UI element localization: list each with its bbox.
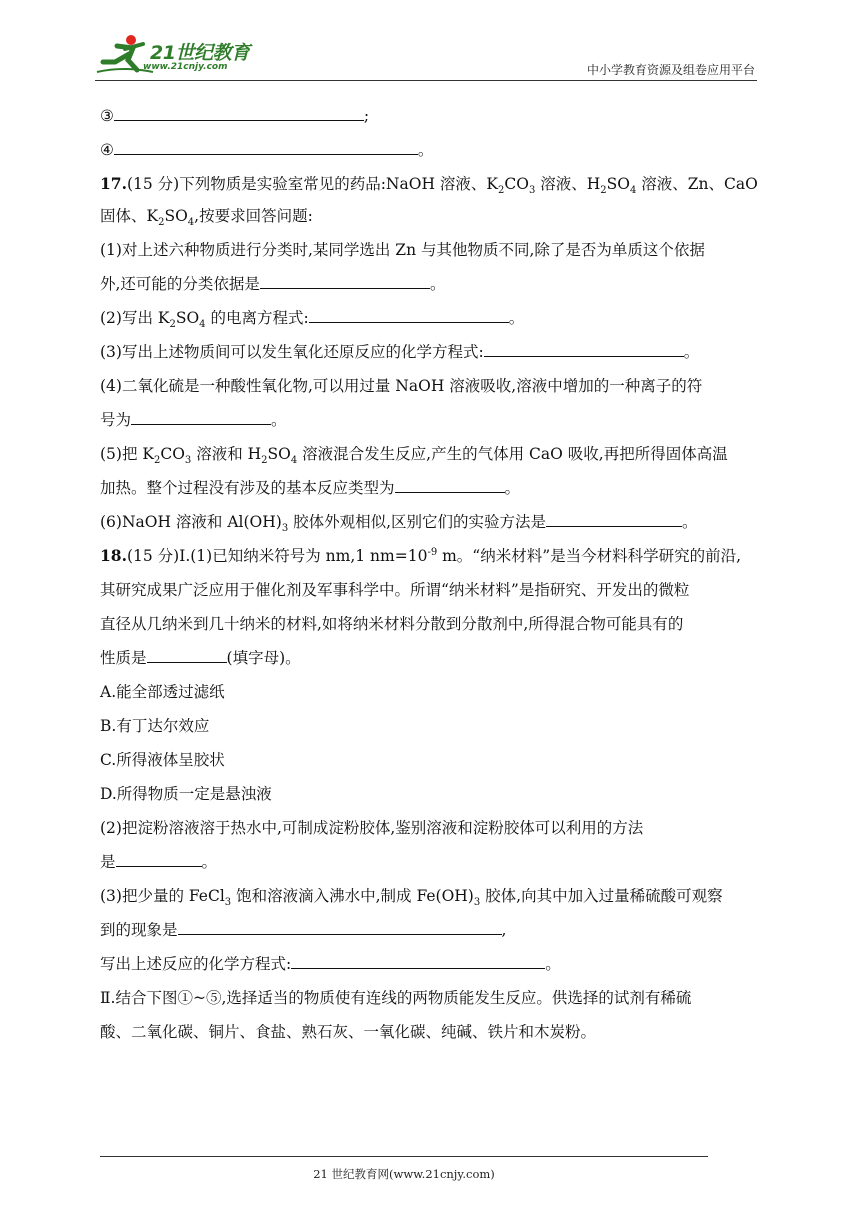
q17-stem-line-1 xyxy=(100,174,758,197)
q17-part4-line-2 xyxy=(100,410,287,430)
answer-blank xyxy=(309,308,509,323)
text: 的电离方程式: xyxy=(205,309,309,327)
subscript: 3 xyxy=(281,523,289,535)
subscript: 4 xyxy=(199,319,206,331)
text: (2)把淀粉溶液溶于热水中,可制成淀粉胶体,鉴别溶液和淀粉胶体可以利用的方法 xyxy=(100,819,644,837)
q18-part2-line-1 xyxy=(100,818,643,838)
text: 溶液和 H xyxy=(191,445,262,463)
text: Ⅱ.结合下图①~⑤,选择适当的物质使有连线的两物质能发生反应。供选择的试剂有稀硫 xyxy=(100,989,692,1007)
text: 号为 xyxy=(100,411,132,429)
subscript: 2 xyxy=(600,185,607,197)
punctuation: 。 xyxy=(271,411,287,429)
answer-blank xyxy=(114,106,364,121)
text: (3)把少量的 FeCl xyxy=(100,887,225,905)
option-text: B.有丁达尔效应 xyxy=(100,717,210,735)
text: 到的现象是 xyxy=(100,921,178,939)
q18-part3-line-3 xyxy=(100,954,561,974)
question-number: 17. xyxy=(100,174,127,193)
q17-part3 xyxy=(100,342,699,362)
subscript: 3 xyxy=(224,897,232,909)
option-text: C.所得液体呈胶状 xyxy=(100,751,225,769)
answer-blank xyxy=(260,274,430,289)
text: 写出上述反应的化学方程式: xyxy=(100,955,292,973)
circled-number-4: ④ xyxy=(100,141,114,159)
platform-title: 中小学教育资源及组卷应用平台 xyxy=(586,63,755,77)
subscript: 2 xyxy=(153,455,161,467)
q17-part4-line-1 xyxy=(100,376,702,396)
q18-stem-line-3 xyxy=(100,614,683,634)
answer-line-3 xyxy=(100,106,369,126)
answer-blank xyxy=(546,512,682,527)
answer-blank xyxy=(178,920,502,935)
text: 是 xyxy=(100,853,116,871)
text: 外,还可能的分类依据是 xyxy=(100,275,260,293)
answer-line-4 xyxy=(100,140,433,160)
text: 固体、K xyxy=(100,207,159,225)
answer-blank xyxy=(484,342,684,357)
logo-url: www.21cnjy.com xyxy=(143,62,228,72)
q17-part5-line-1 xyxy=(100,444,728,467)
punctuation: 。 xyxy=(417,141,434,159)
q18-partII-line-1 xyxy=(100,988,691,1008)
punctuation: , xyxy=(501,921,507,939)
answer-blank xyxy=(114,140,418,155)
text: (6)NaOH 溶液和 Al(OH) xyxy=(100,513,282,531)
text: 性质是 xyxy=(100,649,147,667)
punctuation: 。 xyxy=(545,955,561,973)
q17-part1-line-2 xyxy=(100,274,445,294)
q17-part2 xyxy=(100,308,525,331)
punctuation: ; xyxy=(363,107,370,125)
answer-blank xyxy=(147,648,227,663)
text: CO xyxy=(160,445,185,463)
question-number: 18. xyxy=(100,546,127,565)
subscript: 3 xyxy=(473,897,481,909)
text: 溶液、H xyxy=(535,175,601,193)
footer-divider xyxy=(100,1156,708,1157)
q18-stem-line-1 xyxy=(100,546,741,566)
logo-text: 21世纪教育 xyxy=(150,42,250,64)
text: SO xyxy=(267,445,291,463)
subscript: 2 xyxy=(158,217,165,229)
text: SO xyxy=(164,207,188,225)
text: SO xyxy=(175,309,200,327)
circled-number-3: ③ xyxy=(100,107,114,125)
q18-part3-line-1 xyxy=(100,886,723,909)
answer-blank xyxy=(116,852,202,867)
q18-stem-line-4 xyxy=(100,648,301,668)
answer-blank xyxy=(395,478,505,493)
punctuation: 。 xyxy=(683,343,700,361)
subscript: 4 xyxy=(290,455,298,467)
punctuation: 。 xyxy=(682,513,698,531)
q17-part5-line-2 xyxy=(100,478,520,498)
site-logo xyxy=(95,32,285,76)
q18-part2-line-2 xyxy=(100,852,217,872)
option-text: D.所得物质一定是悬浊液 xyxy=(100,785,272,803)
option-b xyxy=(100,716,209,736)
text: 溶液混合发生反应,产生的气体用 CaO 吸收,再把所得固体高温 xyxy=(297,445,728,463)
text: (1)对上述六种物质进行分类时,某同学选出 Zn 与其他物质不同,除了是否为单质这个依据 xyxy=(100,241,705,259)
q17-part1-line-1 xyxy=(100,240,705,260)
text: (填字母)。 xyxy=(226,649,301,667)
page-footer: 21 世纪教育网(www.21cnjy.com) xyxy=(313,1167,495,1181)
option-a xyxy=(100,682,225,702)
q18-part3-line-2 xyxy=(100,920,506,940)
answer-blank xyxy=(131,410,271,425)
text: 胶体,向其中加入过量稀硫酸可观察 xyxy=(480,887,723,905)
text: 饱和溶液滴入沸水中,制成 Fe(OH) xyxy=(231,887,474,905)
text: (3)写出上述物质间可以发生氧化还原反应的化学方程式: xyxy=(100,343,484,361)
punctuation: 。 xyxy=(201,853,218,871)
subscript: 2 xyxy=(169,319,176,331)
text: (15 分)Ⅰ.(1)已知纳米符号为 nm,1 nm=10 xyxy=(126,547,428,565)
q18-stem-line-2 xyxy=(100,580,689,600)
answer-blank xyxy=(291,954,545,969)
text: SO xyxy=(606,175,630,193)
text: (5)把 K xyxy=(100,445,154,463)
text: 胶体外观相似,区别它们的实验方法是 xyxy=(288,513,547,531)
text: m。“纳米材料”是当今材料科学研究的前沿, xyxy=(437,547,742,565)
text: 其研究成果广泛应用于催化剂及军事科学中。所谓“纳米材料”是指研究、开发出的微粒 xyxy=(100,581,690,599)
text: (2)写出 K xyxy=(100,309,170,327)
subscript: 2 xyxy=(261,455,268,467)
text: 溶液、Zn、CaO xyxy=(636,175,758,193)
page-header xyxy=(95,32,757,81)
subscript: 2 xyxy=(497,185,505,197)
text: 直径从几纳米到几十纳米的材料,如将纳米材料分散到分散剂中,所得混合物可能具有的 xyxy=(100,615,684,633)
punctuation: 。 xyxy=(429,275,446,293)
punctuation: 。 xyxy=(504,479,521,497)
subscript: 4 xyxy=(187,217,195,229)
q17-stem-line-2 xyxy=(100,206,313,229)
subscript: 4 xyxy=(629,185,637,197)
subscript: 3 xyxy=(184,455,192,467)
option-text: A.能全部透过滤纸 xyxy=(100,683,225,701)
text: (15 分)下列物质是实验室常见的药品:NaOH 溶液、K xyxy=(126,175,498,193)
option-d xyxy=(100,784,272,804)
text: ,按要求回答问题: xyxy=(194,207,313,225)
subscript: 3 xyxy=(528,185,536,197)
punctuation: 。 xyxy=(508,309,525,327)
superscript: -9 xyxy=(427,546,438,558)
q17-part6 xyxy=(100,512,698,535)
text: (4)二氧化硫是一种酸性氧化物,可以用过量 NaOH 溶液吸收,溶液中增加的一种离子的符 xyxy=(100,377,703,395)
text: 酸、二氧化碳、铜片、食盐、熟石灰、一氧化碳、纯碱、铁片和木炭粉。 xyxy=(100,1023,597,1041)
q18-partII-line-2 xyxy=(100,1022,596,1042)
option-c xyxy=(100,750,225,770)
text: 加热。整个过程没有涉及的基本反应类型为 xyxy=(100,479,395,497)
text: CO xyxy=(504,175,529,193)
